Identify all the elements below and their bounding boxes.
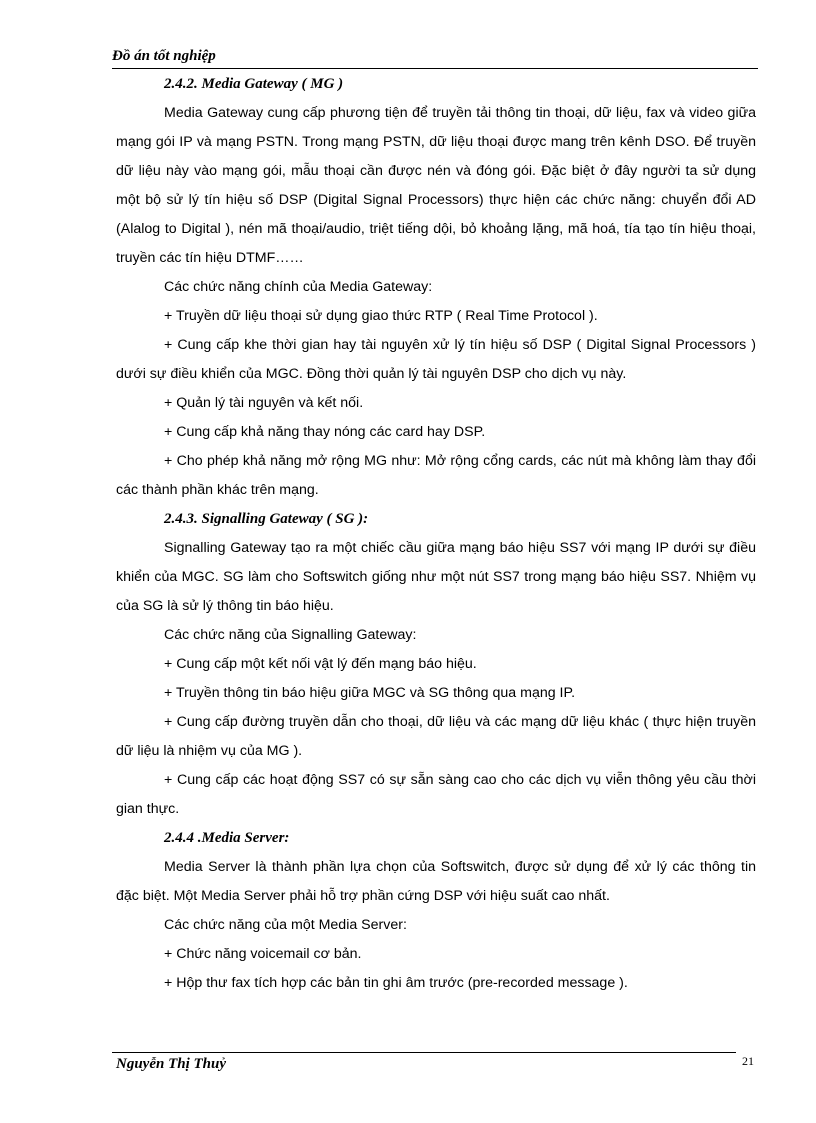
list-item: + Truyền dữ liệu thoại sử dụng giao thức RTP ( Real Time Protocol ).: [164, 308, 598, 324]
paragraph: Media Server là thành phần lựa chọn của Softswitch, được sử dụng để xử lý các thông tin đặc biệt. Một Media Server phải hỗ trợ phần cứng DSP với hiệu suất cao nhất.: [116, 859, 756, 904]
section-signalling-gateway: [116, 505, 756, 824]
list-item: + Cho phép khả năng mở rộng MG như: Mở rộng cổng cards, các nút mà không làm thay đổi các thành phần khác trên mạng.: [116, 453, 756, 498]
paragraph: Media Gateway cung cấp phương tiện để truyền tải thông tin thoại, dữ liệu, fax và video giữa mạng gói IP và mạng PSTN. Trong mạng PSTN, dữ liệu thoại được mang trên kênh DSO. Để truyền dữ liệu này vào mạng gói, mẫu thoại cần được nén và đóng gói. Đặc biệt ở đây người ta sử dụng một bộ sử lý tín hiệu số DSP (Digital Signal Processors) thực hiện các chức năng: chuyển đổi AD (Alalog to Digital ), nén mã thoại/audio, triệt tiếng dội, bỏ khoảng lặng, mã hoá, tía tạo tín hiệu thoại, truyền các tín hiệu DTMF……: [116, 105, 756, 266]
list-item: + Cung cấp khe thời gian hay tài nguyên xử lý tín hiệu số DSP ( Digital Signal Processors ) dưới sự điều khiển của MGC. Đồng thời quản lý tài nguyên DSP cho dịch vụ này.: [116, 337, 756, 382]
paragraph: Signalling Gateway tạo ra một chiếc cầu giữa mạng báo hiệu SS7 với mạng IP dưới sự điều khiển của MGC. SG làm cho Softswitch giống như một nút SS7 trong mạng báo hiệu SS7. Nhiệm vụ của SG là sử lý thông tin báo hiệu.: [116, 540, 756, 614]
list-item: + Quản lý tài nguyên và kết nối.: [164, 395, 364, 411]
list-item: + Chức năng voicemail cơ bản.: [164, 946, 362, 962]
list-item: + Hộp thư fax tích hợp các bản tin ghi âm trước (pre-recorded message ).: [164, 975, 628, 991]
list-item: + Cung cấp các hoạt động SS7 có sự sẵn sàng cao cho các dịch vụ viễn thông yêu cầu thời gian thực.: [116, 772, 756, 817]
header-divider: [112, 68, 758, 69]
section-heading: 2.4.2. Media Gateway ( MG ): [164, 76, 344, 92]
section-heading: 2.4.3. Signalling Gateway ( SG ):: [164, 511, 369, 527]
list-item: + Cung cấp khả năng thay nóng các card hay DSP.: [164, 424, 486, 440]
paragraph: Các chức năng chính của Media Gateway:: [164, 279, 433, 295]
list-item: + Cung cấp đường truyền dẫn cho thoại, dữ liệu và các mạng dữ liệu khác ( thực hiện truyền dữ liệu là nhiệm vụ của MG ).: [116, 714, 756, 759]
header-title: Đồ án tốt nghiệp: [112, 48, 216, 64]
list-item: + Cung cấp một kết nối vật lý đến mạng báo hiệu.: [164, 656, 477, 672]
paragraph: Các chức năng của Signalling Gateway:: [164, 627, 417, 643]
section-heading: 2.4.4 .Media Server:: [164, 830, 290, 846]
paragraph: Các chức năng của một Media Server:: [164, 917, 407, 933]
list-item: + Truyền thông tin báo hiệu giữa MGC và SG thông qua mạng IP.: [164, 685, 576, 701]
section-media-gateway: [116, 70, 756, 505]
page-number: 21: [742, 1054, 754, 1068]
document-body: [116, 70, 756, 998]
footer-divider: [112, 1052, 736, 1053]
section-media-server: [116, 824, 756, 998]
footer-author: Nguyễn Thị Thuỷ: [116, 1056, 227, 1072]
